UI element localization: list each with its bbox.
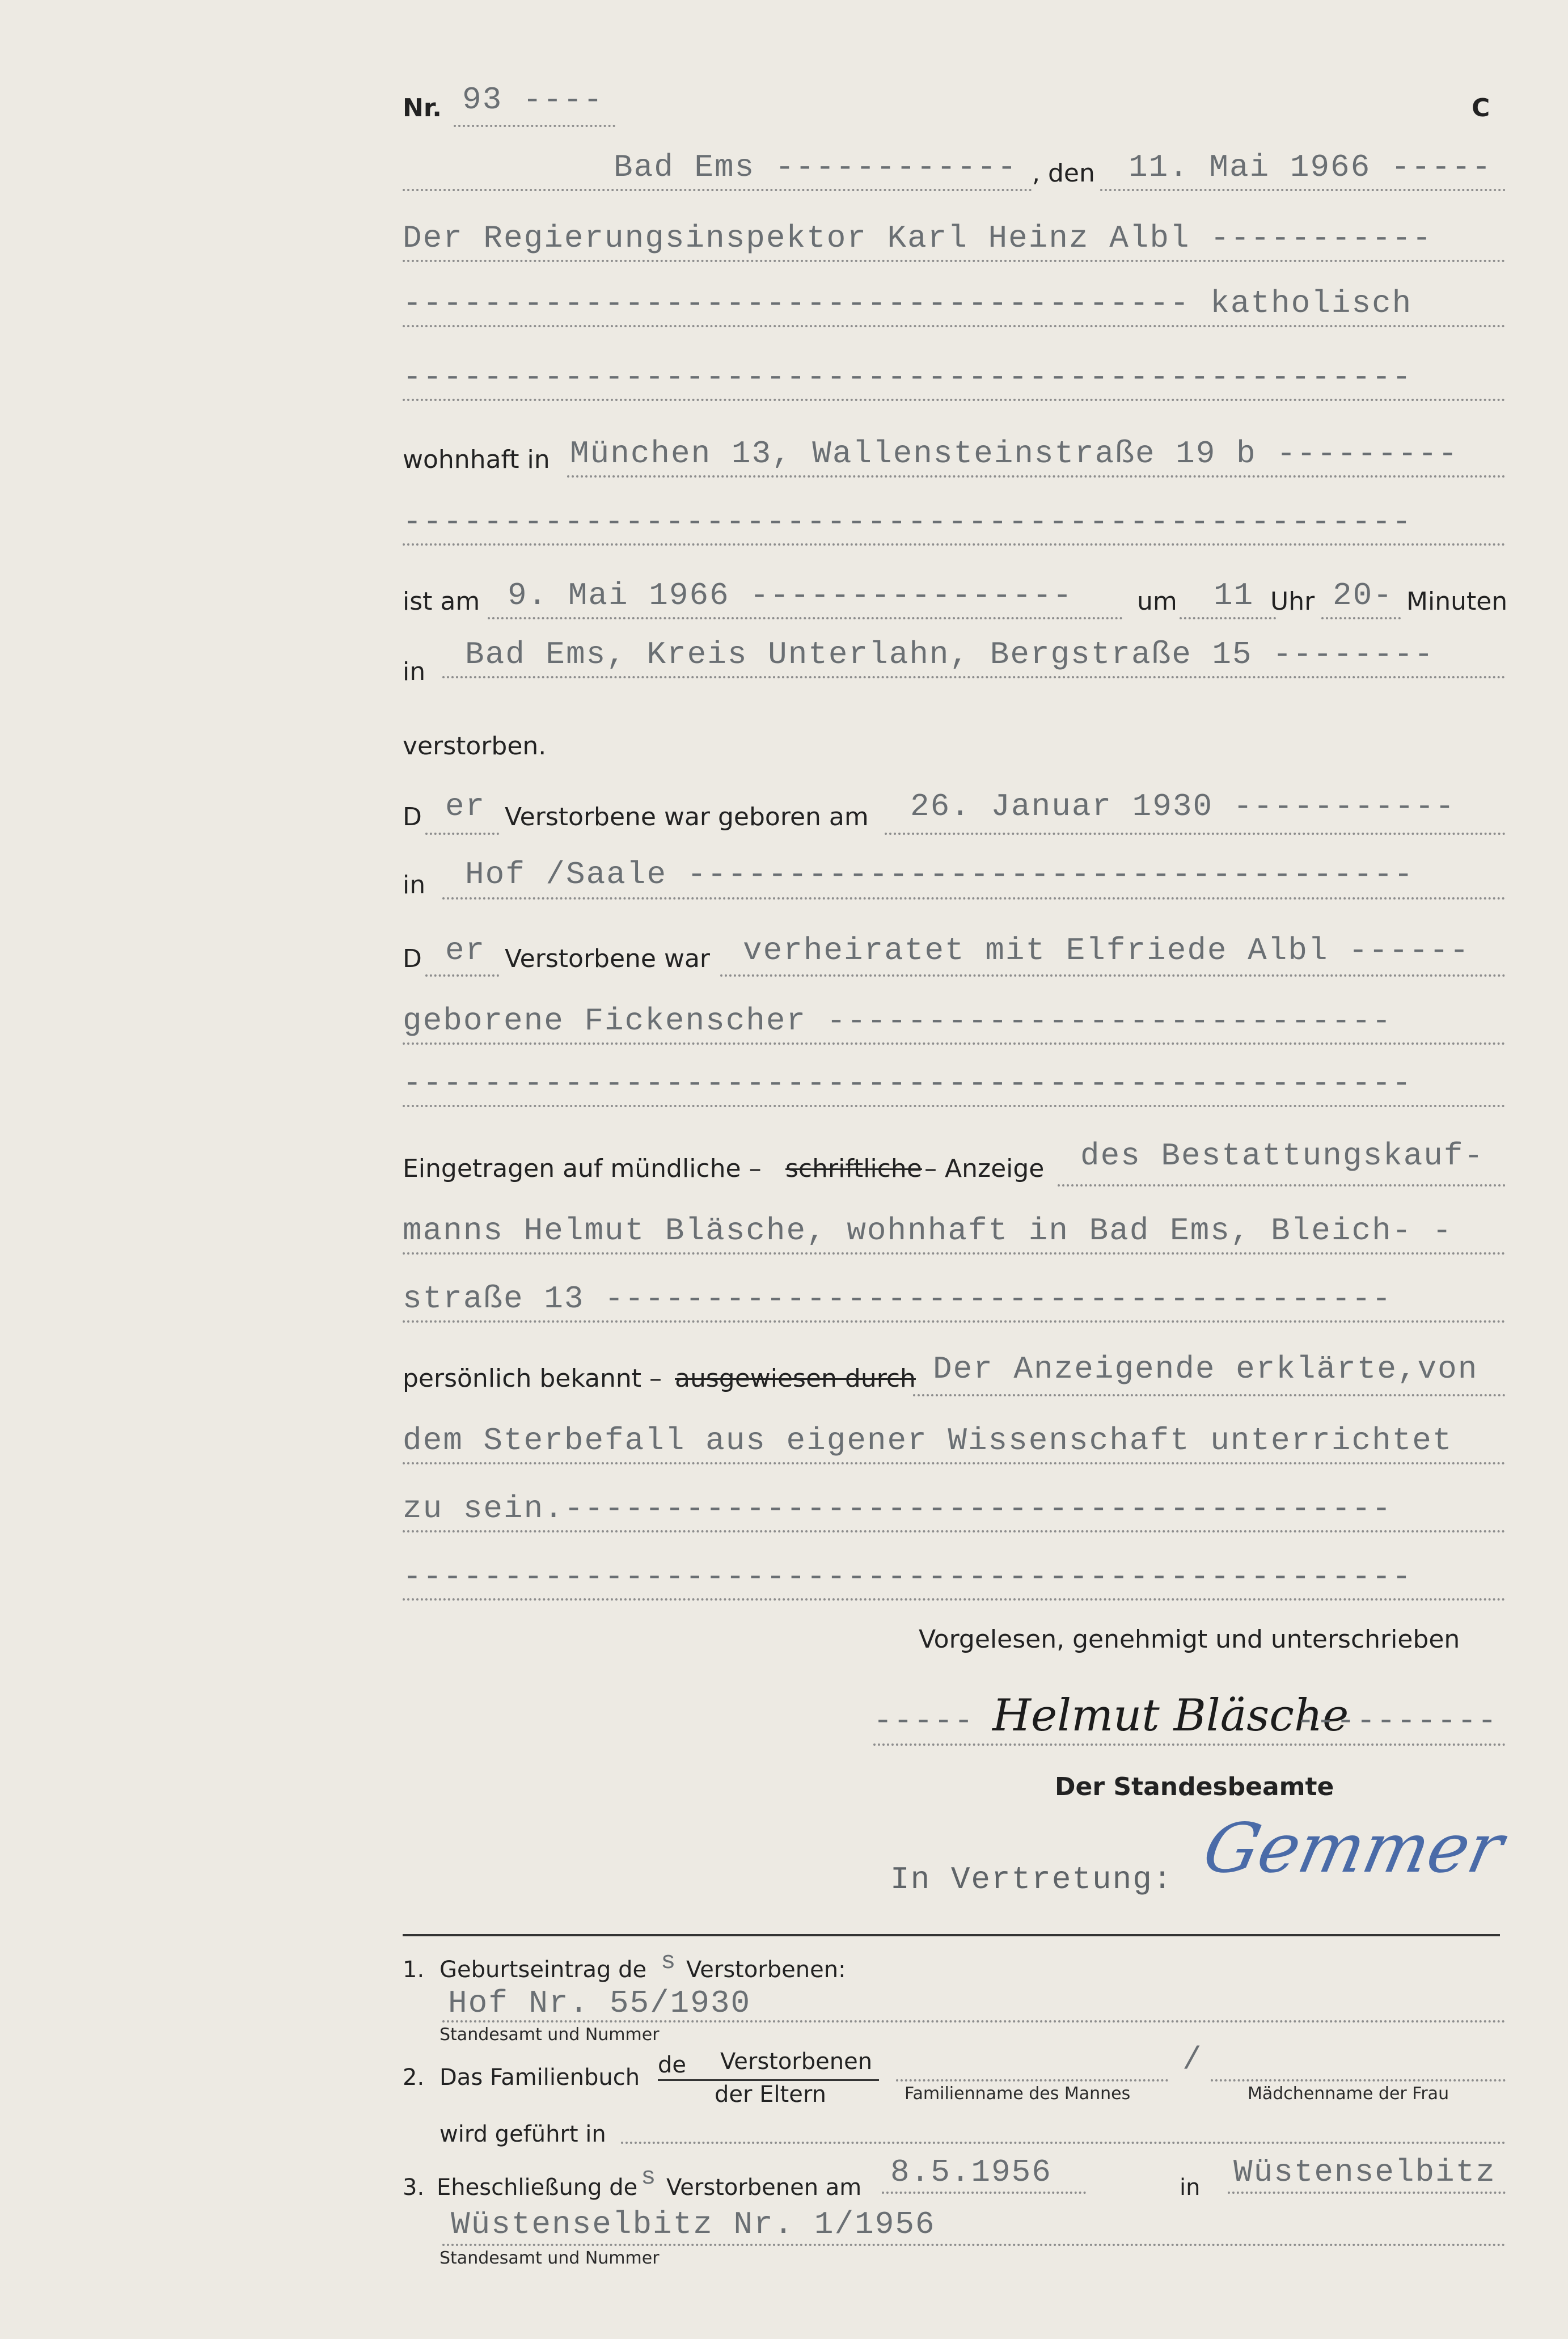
dotted-line xyxy=(442,2020,1506,2023)
place-dotted-line xyxy=(403,189,1032,191)
declarant-religion: --------------------------------------- katholisch xyxy=(403,285,1413,322)
death-date: 9. Mai 1966 ---------------- xyxy=(508,577,1073,614)
item2-number: 2. xyxy=(403,2064,425,2091)
dotted-line xyxy=(425,974,499,977)
registrar-label: Der Standesbeamte xyxy=(1055,1772,1334,1801)
read-approved-text: Vorgelesen, genehmigt und unterschrieben xyxy=(919,1625,1460,1654)
ist-am-label: ist am xyxy=(403,587,480,616)
item3-label-a: Eheschließung de xyxy=(437,2175,638,2201)
registration-line-3: straße 13 --------------------------------------- xyxy=(403,1281,1392,1317)
footer-divider xyxy=(403,1934,1500,1936)
item2-de: de xyxy=(658,2052,686,2078)
item3-marriage-place: Wüstenselbitz xyxy=(1233,2154,1496,2190)
registration-line-1: des Bestattungskauf- xyxy=(1080,1138,1485,1174)
item3-marriage-date: 8.5.1956 xyxy=(890,2154,1052,2190)
place-date-row xyxy=(403,145,1506,196)
dotted-line xyxy=(403,543,1506,546)
dotted-line xyxy=(1211,2079,1506,2082)
declarant-signature-row xyxy=(873,1690,1506,1753)
item2-caption-woman: Mädchenname der Frau xyxy=(1248,2084,1449,2104)
item3-suffix: s xyxy=(641,2163,657,2192)
footer-item-1 xyxy=(403,1948,1506,2053)
death-minutes: 20- xyxy=(1333,577,1393,614)
birth-date: 26. Januar 1930 ----------- xyxy=(910,788,1456,825)
birth-d-label: D xyxy=(403,803,422,831)
registration-row-1 xyxy=(403,1140,1506,1191)
dotted-line xyxy=(913,1394,1506,1396)
declarant-line-1 xyxy=(403,216,1506,267)
dotted-line xyxy=(442,2244,1506,2246)
dotted-line xyxy=(403,1105,1506,1107)
dotted-line xyxy=(403,260,1506,262)
dotted-line xyxy=(403,1598,1506,1601)
declarant-line-2 xyxy=(403,281,1506,332)
item3-number: 3. xyxy=(403,2175,425,2201)
item2-fraction-line xyxy=(658,2079,879,2081)
dotted-line xyxy=(1228,2192,1506,2194)
identity-line-3: zu sein.----------------------------------------- xyxy=(403,1491,1392,1527)
footer-item-2 xyxy=(403,2042,1506,2150)
item1-label-a: Geburtseintrag de xyxy=(439,1957,647,1983)
residence-line-1 xyxy=(403,431,1506,482)
identity-label-a: persönlich bekannt – xyxy=(403,1364,662,1393)
dotted-line xyxy=(403,1462,1506,1464)
marital-status: verheiratet mit Elfriede Albl ------ xyxy=(743,932,1470,969)
signature-dashes-left: ----- xyxy=(873,1703,975,1739)
marital-row-2 xyxy=(403,998,1506,1049)
item2-slash: / xyxy=(1182,2042,1203,2078)
marital-d-label: D xyxy=(403,944,422,973)
marital-row-1 xyxy=(403,930,1506,981)
item3-caption: Standesamt und Nummer xyxy=(439,2248,660,2268)
identity-line-1: Der Anzeigende erklärte,von xyxy=(933,1351,1478,1387)
item1-value: Hof Nr. 55/1930 xyxy=(448,1985,751,2021)
verstorben-row xyxy=(403,717,1506,769)
item1-number: 1. xyxy=(403,1957,425,1983)
marital-text-label: Verstorbene war xyxy=(505,944,711,973)
birth-date-row xyxy=(403,788,1506,839)
declarant-line-3 xyxy=(403,354,1506,406)
registrar-signature: Gemmer xyxy=(1197,1809,1510,1888)
declarant-filler: -------------------------------------------------- xyxy=(403,359,1413,395)
nr-dotted-line xyxy=(454,125,615,127)
item2-verstorbenen: Verstorbenen xyxy=(720,2049,873,2075)
death-place: Bad Ems, Kreis Unterlahn, Bergstraße 15 -------- xyxy=(465,636,1435,673)
death-place-row xyxy=(403,635,1506,686)
identity-line-2: dem Sterbefall aus eigener Wissenschaft unterrichtet xyxy=(403,1422,1453,1459)
item3-value: Wüstenselbitz Nr. 1/1956 xyxy=(451,2206,936,2243)
item2-label: Das Familienbuch xyxy=(439,2064,640,2091)
registration-row-2 xyxy=(403,1208,1506,1259)
um-label: um xyxy=(1137,587,1177,616)
corner-letter: C xyxy=(1472,94,1490,123)
birth-in-label: in xyxy=(403,871,426,900)
dotted-line xyxy=(896,2079,1168,2082)
nr-value: 93 ---- xyxy=(462,82,604,118)
residence-label: wohnhaft in xyxy=(403,445,550,474)
marital-filler: -------------------------------------------------- xyxy=(403,1065,1413,1101)
footer-item-3 xyxy=(403,2150,1506,2274)
marital-row-3 xyxy=(403,1061,1506,1112)
dotted-line xyxy=(403,325,1506,327)
dotted-line xyxy=(403,399,1506,401)
birth-d-suffix: er xyxy=(445,788,486,825)
verstorben-label: verstorben. xyxy=(403,732,547,761)
marital-d-suffix: er xyxy=(445,932,486,969)
identity-row-3 xyxy=(403,1486,1506,1537)
dotted-line xyxy=(403,1042,1506,1045)
dotted-line xyxy=(1321,617,1401,619)
death-time-row xyxy=(403,573,1506,624)
dotted-line xyxy=(1180,617,1276,619)
item2-eltern: der Eltern xyxy=(715,2082,826,2108)
dotted-line xyxy=(621,2142,1506,2144)
item2-caption-man: Familienname des Mannes xyxy=(905,2084,1131,2104)
signature-dashes-right: ---------- xyxy=(1296,1703,1498,1739)
identity-line-4: -------------------------------------------------- xyxy=(403,1559,1413,1595)
dotted-line xyxy=(442,676,1506,678)
identity-row-2 xyxy=(403,1418,1506,1469)
registration-label-a: Eingetragen auf mündliche – xyxy=(403,1154,762,1183)
date-value: 11. Mai 1966 ----- xyxy=(1129,149,1492,185)
item1-label-b: Verstorbenen: xyxy=(686,1957,846,1983)
dotted-line xyxy=(885,833,1506,835)
registrar-signature-row xyxy=(890,1809,1548,1911)
dotted-line xyxy=(403,1252,1506,1255)
dotted-line xyxy=(720,974,1506,977)
identity-label-struck: ausgewiesen durch xyxy=(675,1364,916,1393)
item1-caption: Standesamt und Nummer xyxy=(439,2025,660,2045)
registration-line-2: manns Helmut Bläsche, wohnhaft in Bad Ems, Bleich- - xyxy=(403,1213,1453,1249)
declarant-name: Der Regierungsinspektor Karl Heinz Albl ----------- xyxy=(403,220,1432,256)
place-value: Bad Ems ------------ xyxy=(614,149,1018,185)
residence-filler: -------------------------------------------------- xyxy=(403,504,1413,540)
registration-label-struck: schriftliche xyxy=(785,1154,922,1183)
dotted-line xyxy=(442,897,1506,900)
item3-in: in xyxy=(1180,2175,1201,2201)
registration-row-3 xyxy=(403,1276,1506,1327)
residence-address: München 13, Wallensteinstraße 19 b --------- xyxy=(570,436,1459,472)
dotted-line xyxy=(403,1530,1506,1532)
birth-place-row xyxy=(403,856,1506,907)
death-hour: 11 xyxy=(1214,577,1254,614)
identity-row-4 xyxy=(403,1554,1506,1605)
in-vertretung-label: In Vertretung: xyxy=(890,1861,1173,1898)
dotted-line xyxy=(882,2192,1086,2194)
header-row xyxy=(403,79,1506,130)
registration-label-b: – Anzeige xyxy=(924,1154,1045,1183)
item2-wird-gefuehrt: wird geführt in xyxy=(439,2121,606,2147)
dotted-line xyxy=(488,617,1123,619)
dotted-line xyxy=(873,1743,1506,1746)
dotted-line xyxy=(567,475,1506,478)
den-label: , den xyxy=(1032,159,1095,188)
date-dotted-line xyxy=(1100,189,1506,191)
residence-line-2 xyxy=(403,499,1506,550)
nr-label: Nr. xyxy=(403,94,442,123)
dotted-line xyxy=(1058,1184,1506,1187)
minuten-label: Minuten xyxy=(1406,587,1508,616)
uhr-label: Uhr xyxy=(1270,587,1315,616)
declarant-signature: Helmut Bläsche xyxy=(992,1690,1349,1741)
marital-spouse-birthname: geborene Fickenscher ---------------------------- xyxy=(403,1003,1392,1039)
birth-text-label: Verstorbene war geboren am xyxy=(505,803,869,831)
death-in-label: in xyxy=(403,657,426,686)
identity-row-1 xyxy=(403,1350,1506,1401)
birth-place: Hof /Saale ------------------------------------ xyxy=(465,856,1414,893)
item1-suffix: s xyxy=(661,1948,677,1976)
dotted-line xyxy=(403,1320,1506,1323)
item3-label-b: Verstorbenen am xyxy=(666,2175,862,2201)
dotted-line xyxy=(425,833,499,835)
